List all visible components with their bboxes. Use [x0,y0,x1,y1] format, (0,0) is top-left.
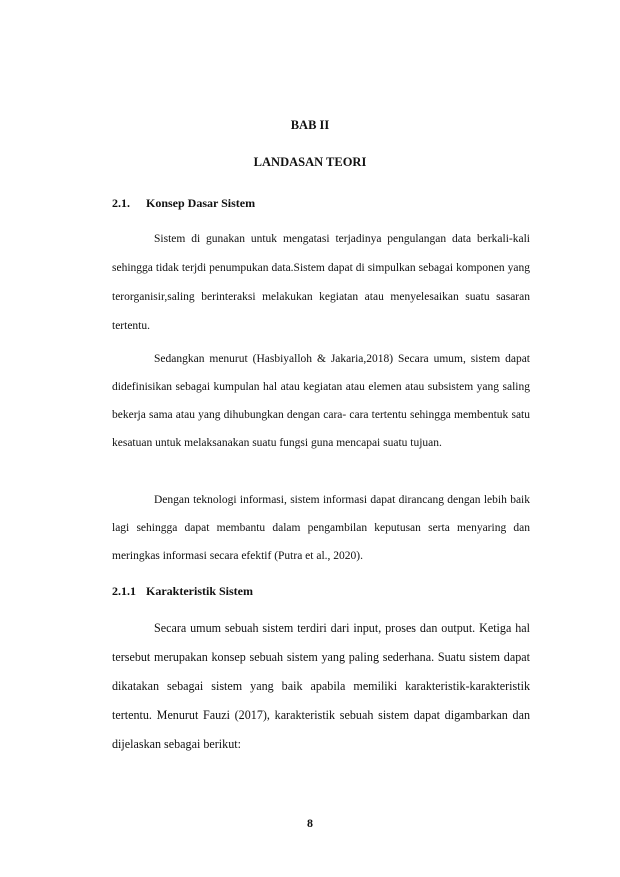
chapter-title: LANDASAN TEORI [253,155,367,169]
chapter-label: BAB II [290,118,330,132]
page-number: 8 [307,816,313,830]
paragraph-3: Dengan teknologi informasi, sistem informasi dapat dirancang dengan lebih baik lagi sehingga dapat membantu dalam pengambilan keputusan serta menyaring dan meringkas informasi secara efektif (Putra et al., 2020). [112,494,530,562]
section-title: Konsep Dasar Sistem [146,196,256,210]
paragraph-2: Sedangkan menurut (Hasbiyalloh & Jakaria,2018) Secara umum, sistem dapat didefinisikan sebagai kumpulan hal atau kegiatan atau elemen atau subsistem yang saling bekerja sama atau yang dihubungkan dengan cara- cara tertentu sehingga membentuk satu kesatuan untuk melaksanakan suatu fungsi guna mencapai suatu tujuan. [112,353,530,449]
subsection-title: Karakteristik Sistem [146,584,253,598]
paragraph-4: Secara umum sebuah sistem terdiri dari input, proses dan output. Ketiga hal tersebut merupakan konsep sebuah sistem yang paling sederhana. Suatu sistem dapat dikatakan sebagai sistem yang baik apabila memiliki karakteristik-karakteristik tertentu. Menurut Fauzi (2017), karakteristik sebuah sistem dapat digambarkan dan dijelaskan sebagai berikut: [112,621,530,751]
section-heading-2-1-1 [112,584,253,599]
paragraph-1: Sistem di gunakan untuk mengatasi terjadinya pengulangan data berkali-kali sehingga tidak terjdi penumpukan data.Sistem dapat di simpulkan sebagai komponen yang terorganisir,saling berinteraksi melakukan kegiatan atau menyelesaikan suatu sasaran tertentu. [112,233,530,332]
subsection-number: 2.1.1 [112,584,136,598]
section-heading-2-1 [112,196,255,211]
section-number: 2.1. [112,196,130,210]
